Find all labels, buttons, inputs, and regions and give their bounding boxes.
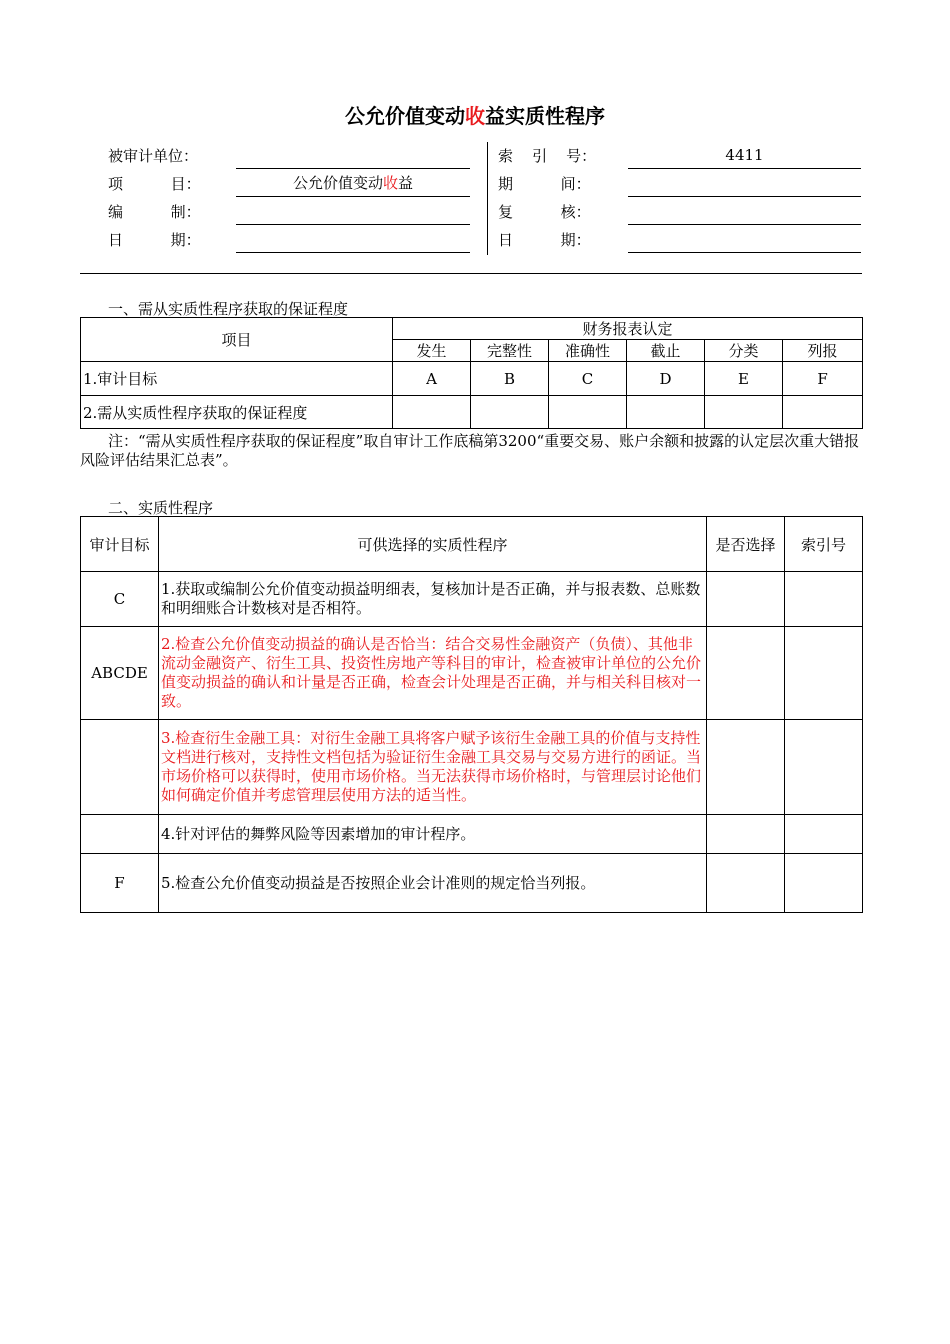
procedure-selected-cell[interactable] [707,572,785,627]
assurance-table [80,317,863,429]
table-cell: B [471,362,549,396]
procedure-index-cell[interactable] [785,815,863,854]
table-cell[interactable] [783,396,863,429]
table-row [81,362,863,396]
procedure-index-cell[interactable] [785,572,863,627]
header-separator [487,142,488,255]
procedure-target [81,815,159,854]
assurance-note: 注：“需从实质性程序获取的保证程度”取自审计工作底稿第3200“重要交易、账户余额和披露的认定层次重大错报风险评估结果汇总表”。 [80,432,860,469]
title-text-pre: 公允价值变动 [345,104,465,128]
table-row [81,720,863,815]
label-date-right: 日 期： [498,231,591,249]
table-row [81,854,863,913]
procedure-target: C [81,572,159,627]
procedures-header-procedure: 可供选择的实质性程序 [159,517,707,572]
label-index-no: 索 引 号： [498,147,597,165]
row-label: 1.审计目标 [81,362,393,396]
section2-heading: 二、实质性程序 [108,499,214,517]
assertion-header: 发生 [393,340,471,362]
assertion-header: 列报 [783,340,863,362]
table-cell: E [705,362,783,396]
table-cell: A [393,362,471,396]
table-row [81,396,863,429]
title-text-post: 益实质性程序 [485,104,605,128]
procedure-target: F [81,854,159,913]
procedure-index-cell[interactable] [785,854,863,913]
table-cell[interactable] [549,396,627,429]
page-title [0,100,950,129]
procedure-selected-cell[interactable] [707,627,785,720]
procedures-table [80,516,863,913]
procedure-text: 5.检查公允价值变动损益是否按照企业会计准则的规定恰当列报。 [159,854,707,913]
table-row [81,572,863,627]
item-value-post: 益 [398,174,414,192]
table-cell: C [549,362,627,396]
procedure-text: 3.检查衍生金融工具：对衍生金融工具将客户赋予该衍生金融工具的价值与支持性文档进行核对，支持性文档包括为验证衍生金融工具交易与交易方进行的函证。当市场价格可以获得时，使用市场价格。当无法获得市场价格时，与管理层讨论他们如何确定价值并考虑管理层使用方法的适当性。 [159,720,707,815]
procedures-header-index: 索引号 [785,517,863,572]
label-date-left: 日 期： [108,231,201,249]
procedure-selected-cell[interactable] [707,720,785,815]
label-item: 项 目： [108,175,201,193]
procedure-target [81,720,159,815]
table-cell: D [627,362,705,396]
procedure-text: 1.获取或编制公允价值变动损益明细表，复核加计是否正确，并与报表数、总账数和明细账合计数核对是否相符。 [159,572,707,627]
table-cell[interactable] [705,396,783,429]
date-right-field[interactable] [628,226,861,253]
procedures-header-selected: 是否选择 [707,517,785,572]
procedure-index-cell[interactable] [785,627,863,720]
assertion-group-header: 财务报表认定 [393,318,863,340]
procedure-index-cell[interactable] [785,720,863,815]
table-cell[interactable] [627,396,705,429]
assertion-header: 分类 [705,340,783,362]
table-cell[interactable] [393,396,471,429]
label-prepared: 编 制： [108,203,201,221]
title-text-highlight: 收 [465,104,485,128]
index-no-field[interactable]: 4411 [628,142,861,169]
table-row [81,627,863,720]
item-field[interactable] [236,170,470,197]
assertion-header: 完整性 [471,340,549,362]
procedure-selected-cell[interactable] [707,815,785,854]
row-label: 2.需从实质性程序获取的保证程度 [81,396,393,429]
label-period: 期 间： [498,175,591,193]
section1-heading: 一、需从实质性程序获取的保证程度 [108,300,349,318]
item-header: 项目 [81,318,393,362]
assertion-header: 准确性 [549,340,627,362]
prepared-field[interactable] [236,198,470,225]
procedures-header-target: 审计目标 [81,517,159,572]
period-field[interactable] [628,170,861,197]
procedure-selected-cell[interactable] [707,854,785,913]
header-divider [80,273,862,274]
table-row [81,815,863,854]
procedure-text: 2.检查公允价值变动损益的确认是否恰当：结合交易性金融资产（负债）、其他非流动金融资产、衍生工具、投资性房地产等科目的审计，检查被审计单位的公允价值变动损益的确认和计量是否正确，检查会计处理是否正确，并与相关科目核对一致。 [159,627,707,720]
label-auditee: 被审计单位： [108,147,199,165]
assertion-header: 截止 [627,340,705,362]
table-cell: F [783,362,863,396]
auditee-field[interactable] [236,142,470,169]
item-value-pre: 公允价值变动 [292,174,383,192]
label-review: 复 核： [498,203,591,221]
review-field[interactable] [628,198,861,225]
procedure-target: ABCDE [81,627,159,720]
date-left-field[interactable] [236,226,470,253]
item-value-highlight: 收 [382,174,398,192]
procedure-text: 4.针对评估的舞弊风险等因素增加的审计程序。 [159,815,707,854]
table-cell[interactable] [471,396,549,429]
